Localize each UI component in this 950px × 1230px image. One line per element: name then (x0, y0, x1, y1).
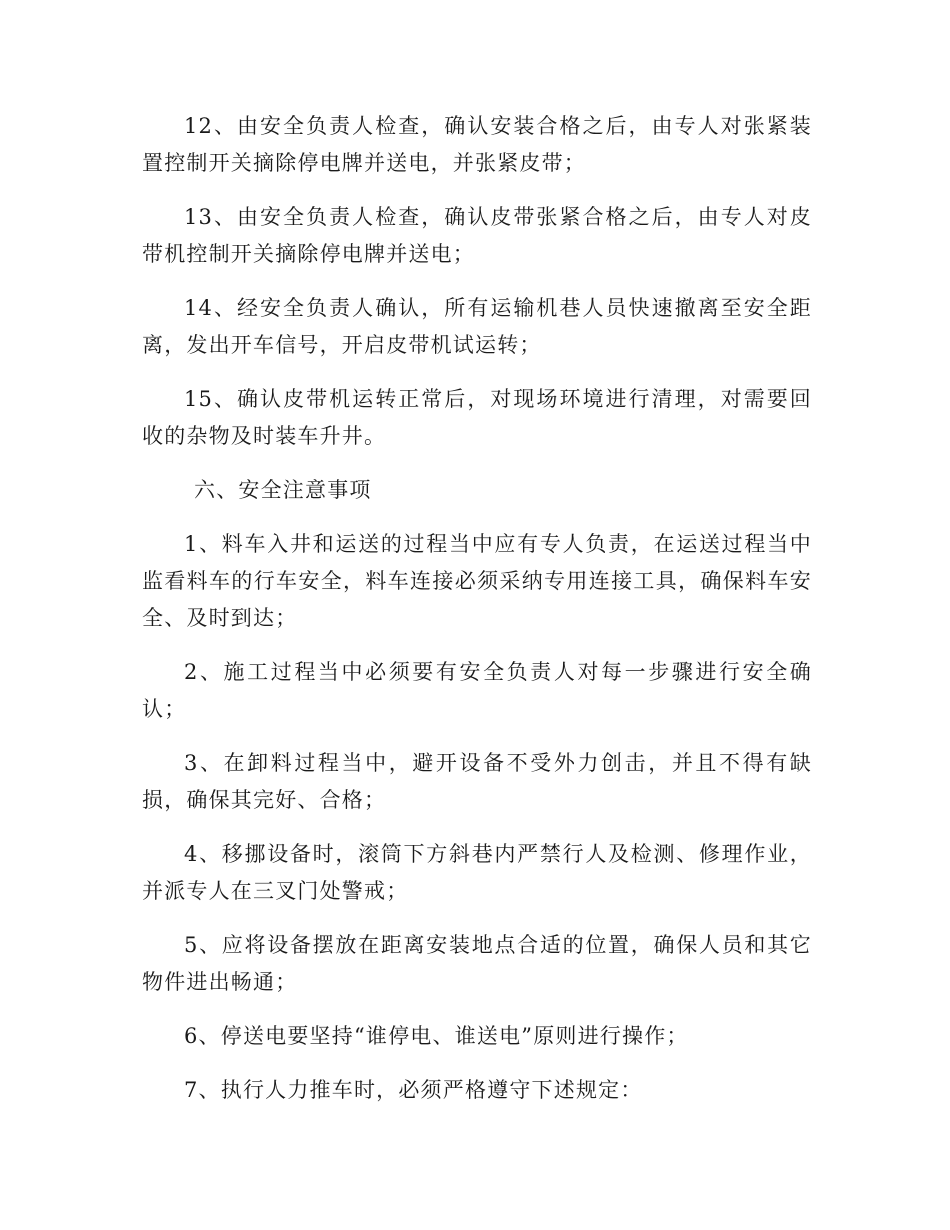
paragraph-safety-4: 4、移挪设备时，滚筒下方斜巷内严禁行人及检测、修理作业，并派专人在三叉门处警戒； (142, 842, 812, 903)
paragraph-safety-6: 6、停送电要坚持“谁停电、谁送电”原则进行操作； (184, 1024, 689, 1048)
paragraph-safety-5: 5、应将设备摆放在距离安装地点合适的位置，确保人员和其它物件进出畅通； (142, 933, 812, 994)
paragraph-step-15: 15、确认皮带机运转正常后，对现场环境进行清理，对需要回收的杂物及时装车升井。 (142, 387, 812, 448)
paragraph-safety-2: 2、施工过程当中必须要有安全负责人对每一步骤进行安全确认； (142, 660, 812, 721)
paragraph-step-13: 13、由安全负责人检查，确认皮带张紧合格之后，由专人对皮带机控制开关摘除停电牌并送电； (142, 205, 812, 266)
paragraph-safety-3: 3、在卸料过程当中，避开设备不受外力创击，并且不得有缺损，确保其完好、合格； (142, 751, 812, 812)
paragraph-step-12: 12、由安全负责人检查，确认安装合格之后，由专人对张紧装置控制开关摘除停电牌并送电，并张紧皮带； (142, 114, 812, 175)
paragraph-safety-7: 7、执行人力推车时，必须严格遵守下述规定： (184, 1078, 643, 1102)
document-body (142, 108, 812, 1126)
paragraph-safety-1: 1、料车入井和运送的过程当中应有专人负责，在运送过程当中监看料车的行车安全，料车连接必须采纳专用连接工具，确保料车安全、及时到达； (142, 532, 812, 630)
paragraph-step-14: 14、经安全负责人确认，所有运输机巷人员快速撤离至安全距离，发出开车信号，开启皮带机试运转； (142, 296, 812, 357)
section-heading-safety: 六、安全注意事项 (194, 478, 372, 502)
